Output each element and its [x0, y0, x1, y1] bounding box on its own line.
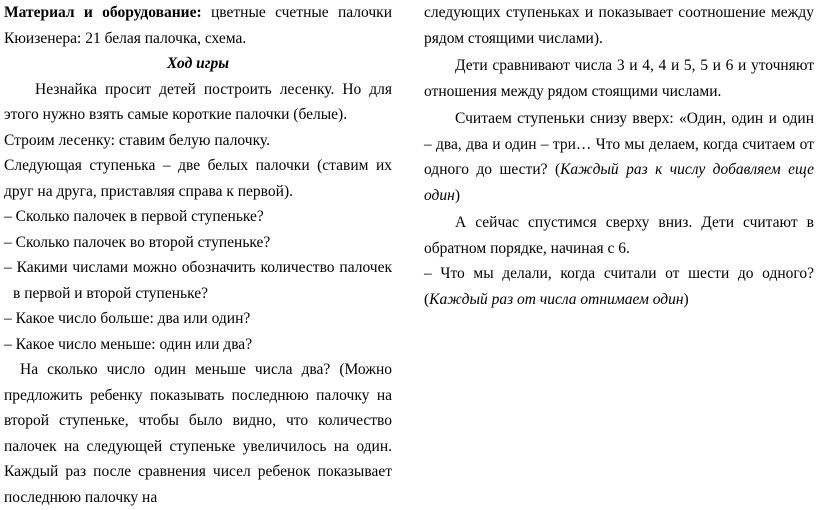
- question-line: – Какими числами можно обозначить количество палочек в первой и второй ступеньке?: [4, 259, 392, 302]
- paragraph: [424, 261, 814, 312]
- materials-text: цветные счетные палочки Кюизенера: 21 белая палочка, схема.: [4, 4, 393, 47]
- paragraph: А сейчас спустимся сверху вниз. Дети считают в обратном порядке, начиная с 6.: [424, 214, 814, 257]
- right-column: [424, 0, 814, 312]
- question-line: – Сколько палочек в первой ступеньке?: [4, 208, 264, 225]
- paragraph-text: Считаем ступеньки снизу вверх: «Один, один и один – два, два и один – три… Что мы делаем, когда считаем от одного до шести? (: [424, 110, 814, 178]
- closing-paren: ): [683, 290, 689, 308]
- paragraph: На сколько число один меньше числа два? (Можно предложить ребенку показывать последнюю палочку на второй ступеньке, чтобы было видно, что количество палочек на следующей ступеньке увеличилось на один. Каждый раз после сравнения чисел ребенок показывает последнюю палочку на: [4, 361, 392, 506]
- paragraph-text: – Что мы делали, когда считали от шести до одного? (: [424, 265, 814, 308]
- paragraph: следующих ступеньках и показывает соотношение между рядом стоящими числами).: [424, 4, 814, 47]
- left-column: [4, 0, 392, 510]
- paragraph: Следующая ступенька – две белых палочки (ставим их друг на друга, приставляя справа к первой).: [4, 157, 392, 200]
- paragraph: Незнайка просит детей построить лесенку. Но для этого нужно взять самые короткие палочки (белые).: [4, 80, 392, 123]
- paragraph: Строим лесенку: ставим белую палочку.: [4, 131, 270, 149]
- question-line: – Какое число больше: два или один?: [4, 310, 251, 327]
- paragraph: Дети сравнивают числа 3 и 4, 4 и 5, 5 и 6 и уточняют отношения между рядом стоящими числами.: [424, 57, 814, 100]
- italic-answer: Каждый раз от числа отнимаем один: [429, 290, 684, 308]
- materials-label: Материал и оборудование:: [4, 4, 202, 21]
- italic-answer: Каждый раз к числу добавляем еще один: [424, 161, 814, 204]
- section-title: Ход игры: [167, 55, 229, 72]
- question-line: – Какое число меньше: один или два?: [4, 335, 253, 353]
- question-line: – Сколько палочек во второй ступеньке?: [4, 233, 271, 251]
- closing-paren: ): [454, 186, 460, 204]
- materials-paragraph: [4, 0, 392, 51]
- paragraph: [424, 106, 814, 208]
